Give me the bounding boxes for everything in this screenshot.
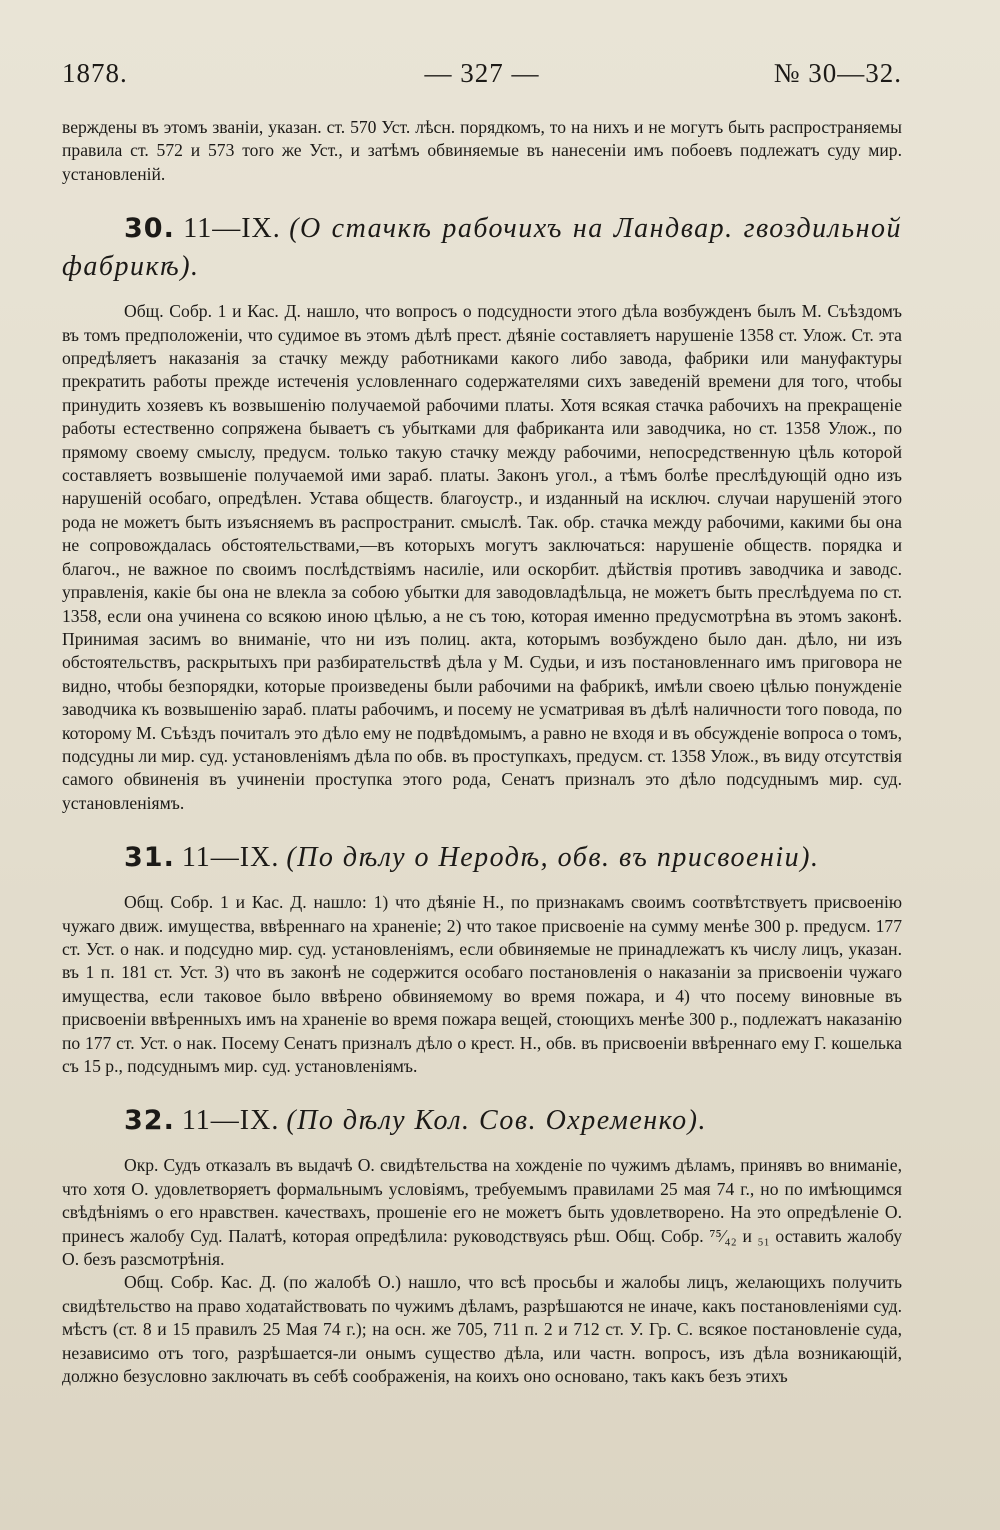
section-heading — [62, 839, 902, 877]
header-issue-numbers: № 30—32. — [773, 58, 902, 88]
section-number: 31. — [124, 842, 175, 874]
section-date: 11—IX. — [183, 213, 281, 245]
section-paragraph: Общ. Собр. Кас. Д. (по жалобѣ О.) нашло, что всѣ просьбы и жалобы лицъ, желающихъ получить свидѣтельство на право ходатайствовать по чужимъ дѣламъ, разрѣшаются не иначе, какъ постановленіями суд. мѣстъ (ст. 8 и 15 правилъ 25 Мая 74 г.); на осн. же 705, 711 п. 2 и 712 ст. У. Гр. С. всякое постановленіе суда, независимо отъ того, разрѣшается-ли онымъ существо дѣла, или частн. вопросъ, изъ дѣла возникающій, должно безусловно заключать въ себѣ соображенія, на коихъ оно основано, такъ какъ безъ этихъ — [62, 1272, 902, 1387]
section-number: 32. — [124, 1105, 175, 1137]
section-date: 11—IX. — [181, 842, 280, 874]
page-content — [62, 116, 902, 1388]
section-date: 11—IX. — [181, 1105, 280, 1137]
section-title: (О стачкѣ рабочихъ на Ландвар. гвоздильной фабрикѣ). — [62, 213, 902, 283]
section-31 — [62, 839, 902, 1078]
header-page-number: — 327 — — [424, 58, 540, 88]
section-30 — [62, 210, 902, 815]
section-title: (По дѣлу о Неродѣ, обв. въ присвоеніи). — [286, 842, 820, 874]
section-heading — [62, 210, 902, 286]
section-paragraph: Общ. Собр. 1 и Кас. Д. нашло, что вопросъ о подсудности этого дѣла возбужденъ былъ М. Съѣздомъ въ томъ предположеніи, что судимое въ этомъ дѣлѣ прест. дѣяніе составляетъ нарушеніе 1358 ст. Улож. Ст. эта опредѣляетъ наказанія за стачку между работниками какого либо завода, фабрики или мануфактуры прекратить работы прежде истеченія условленнаго содержателями сихъ заведеній времени для того, чтобы принудить хозяевъ къ возвышенію получаемой рабочими платы. Хотя всякая стачка рабочихъ на прекращеніе работы естественно сопряжена бываетъ съ убытками для фабриканта или заводчика, но ст. 1358 Улож., по прямому своему смыслу, предусм. только такую стачку между рабочими, непосредственную цѣль которой составляетъ возвышеніе получаемой ими зараб. платы. Законъ угол., а тѣмъ болѣе преслѣдующій одно изъ нарушеній особаго, опредѣлен. Устава обществ. благоустр., и изданный на исключ. случаи нарушеній этого рода не можетъ быть изъясняемъ въ распространит. смыслѣ. Так. обр. стачка между рабочими, какими бы она не сопровождалась обстоятельствами,—въ которыхъ могутъ заключаться: нарушеніе обществ. порядка и благоч., не важное по своимъ послѣдствіямъ насиліе, или оскорбит. дѣйствія противъ заводчика и заводс. управленія, какіе бы она не влекла за собою убытки для заводовладѣльца, не можетъ быть преслѣдуема по ст. 1358, если она учинена со всякою иною цѣлью, а не съ тою, которая именно предусмотрѣна въ этомъ законѣ. Принимая засимъ во вниманіе, что ни изъ полиц. акта, которымъ возбуждено было дан. дѣло, ни изъ обстоятельствъ, раскрытыхъ при разбирательствѣ дѣла у М. Судьи, и изъ постановленнаго имъ приговора не видно, чтобы безпорядки, которые произведены были рабочими на фабрикѣ, имѣли своею цѣлью понужденіе заводчика къ возвышенію зараб. платы рабочимъ, и посему не усматривая въ дѣлѣ наличности того повода, по которому М. Съѣздъ почиталъ это дѣло ему не подвѣдомымъ, а равно не входя и въ обсужденіе вопроса о томъ, подсудны ли мир. суд. установленіямъ дѣла по обв. въ проступкахъ, предусм. ст. 1358 Улож., въ виду отсутствія самого обвиненія въ учиненіи проступка этого рода, Сенатъ призналъ это дѣло подсуднымъ мир. суд. установленіямъ. — [62, 301, 902, 813]
section-heading — [62, 1102, 902, 1140]
header-year: 1878. — [62, 58, 128, 88]
section-paragraph: Окр. Судъ отказалъ въ выдачѣ О. свидѣтельства на хожденіе по чужимъ дѣламъ, принявъ во вниманіе, что хотя О. удовлетворяетъ формальнымъ условіямъ, требуемымъ правилами 25 мая 74 г., но по имѣющимся свѣдѣніямъ о его нравствен. качествахъ, прошеніе его не можетъ быть удовлетворено. На это опредѣленіе О. принесъ жалобу Суд. Палатѣ, которая опредѣлила: руководствуясь рѣш. Общ. Собр. ⁷⁵⁄₄₂ и ₅₁ оставить жалобу О. безъ разсмотрѣнія. — [62, 1155, 902, 1270]
section-title: (По дѣлу Кол. Сов. Охременко). — [286, 1105, 707, 1137]
section-number: 30. — [124, 213, 175, 245]
intro-paragraph: верждены въ этомъ званіи, указан. ст. 570 Уст. лѣсн. порядкомъ, то на нихъ и не могутъ быть распространяемы правила ст. 572 и 573 того же Уст., и затѣмъ обвиняемые въ нанесеніи имъ побоевъ подлежатъ суду мир. установленій. — [62, 117, 902, 184]
section-paragraph: Общ. Собр. 1 и Кас. Д. нашло: 1) что дѣяніе Н., по признакамъ своимъ соотвѣтствуетъ присвоенію чужаго движ. имущества, ввѣреннаго на храненіе; 2) что такое присвоеніе на сумму менѣе 300 р. предусм. 177 ст. Уст. о нак. и подсудно мир. суд. установленіямъ, если обвиняемые не принадлежатъ къ числу лицъ, указан. въ 1 п. 181 ст. Уст. 3) что въ законѣ не содержится особаго постановленія о наказаніи за присвоеніи чужаго имущества, если таковое было ввѣрено обвиняемому во время пожара, и 4) что посему виновные въ присвоеніи ввѣренныхъ имъ на храненіе во время пожара вещей, стоющихъ менѣе 300 р., подлежатъ наказанію по 177 ст. Уст. о нак. Посему Сенатъ призналъ дѣло о крест. Н., обв. въ присвоеніи ввѣреннаго ему Г. кошелька съ 15 р., подсуднымъ мир. суд. установленіямъ. — [62, 892, 902, 1076]
section-32 — [62, 1102, 902, 1388]
page-header — [62, 58, 902, 94]
